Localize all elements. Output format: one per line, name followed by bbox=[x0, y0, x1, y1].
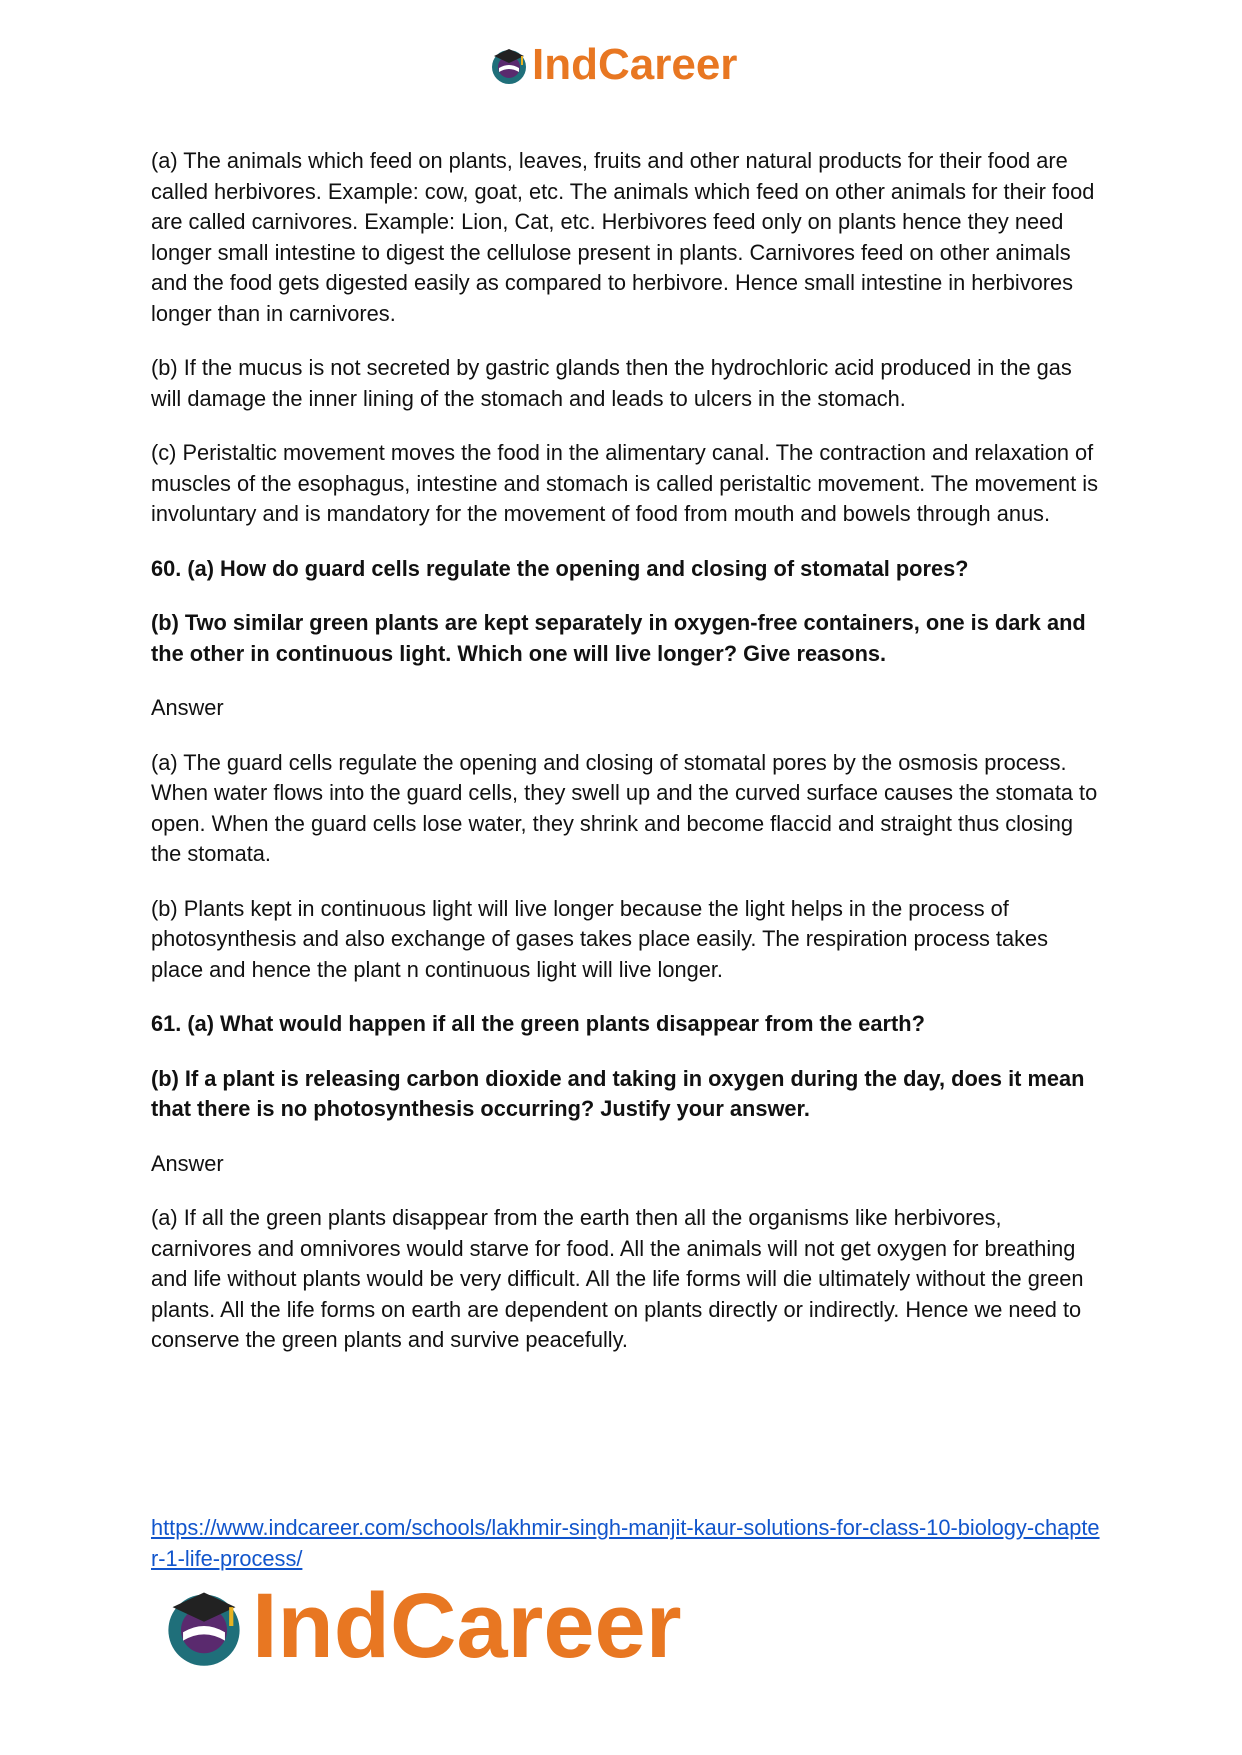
answer-paragraph: (b) Plants kept in continuous light will live longer because the light helps in the process of photosynthesis and also exchange of gases takes place easily. The respiration process takes place and hence the plant n continuous light will live longer. bbox=[151, 895, 1049, 982]
answer-paragraph: (b) If the mucus is not secreted by gastric glands then the hydrochloric acid produced in the gas will damage the inner lining of the stomach and leads to ulcers in the stomach. bbox=[151, 355, 1072, 411]
answer-paragraph: (a) The animals which feed on plants, leaves, fruits and other natural products for their food are called herbivores. Example: cow, goat, etc. The animals which feed on other animals for their food are called carnivores. Example: Lion, Cat, etc. Herbivores feed only on plants hence they need longer small intestine to digest the cellulose present in plants. Carnivores feed on other animals and the food gets digested easily as compared to herbivore. Hence small intestine in herbivores longer than in carnivores. bbox=[151, 148, 1095, 326]
answer-paragraph: (a) The guard cells regulate the opening and closing of stomatal pores by the osmosis process. When water flows into the guard cells, they swell up and the curved surface causes the stomata to open. When the guard cells lose water, they shrink and become flaccid and straight thus closing the stomata. bbox=[151, 749, 1098, 866]
graduation-cap-book-icon bbox=[160, 1582, 248, 1670]
footer-logo bbox=[160, 1574, 682, 1677]
logo-wordmark: IndCareer bbox=[532, 40, 738, 89]
answer-label: Answer bbox=[151, 1150, 224, 1176]
answer-paragraph: (a) If all the green plants disappear from the earth then all the organisms like herbivores, carnivores and omnivores would starve for food. All the animals will not get oxygen for breathing and life without plants would be very difficult. All the life forms will die ultimately without the green plants. All the life forms on earth are dependent on plants directly or indirectly. Hence we need to conserve the green plants and survive peacefully. bbox=[151, 1205, 1084, 1352]
header-logo bbox=[488, 40, 737, 90]
question-heading: (b) Two similar green plants are kept separately in oxygen-free containers, one is dark and the other in continuous light. Which one will live longer? Give reasons. bbox=[151, 610, 1086, 666]
graduation-cap-book-icon bbox=[488, 44, 530, 86]
document-body bbox=[151, 146, 1101, 1380]
logo-wordmark: IndCareer bbox=[252, 1574, 682, 1677]
question-heading: (b) If a plant is releasing carbon dioxide and taking in oxygen during the day, does it mean that there is no photosynthesis occurring? Justify your answer. bbox=[151, 1065, 1085, 1121]
source-link[interactable]: https://www.indcareer.com/schools/lakhmir-singh-manjit-kaur-solutions-for-class-10-biology-chapter-1-life-process/ bbox=[151, 1515, 1100, 1571]
question-heading: 61. (a) What would happen if all the green plants disappear from the earth? bbox=[151, 1011, 925, 1036]
question-heading: 60. (a) How do guard cells regulate the opening and closing of stomatal pores? bbox=[151, 555, 969, 581]
answer-paragraph: (c) Peristaltic movement moves the food in the alimentary canal. The contraction and relaxation of muscles of the esophagus, intestine and stomach is called peristaltic movement. The movement is involuntary and is mandatory for the movement of food from mouth and bowels through anus. bbox=[151, 440, 1099, 526]
answer-label: Answer bbox=[151, 695, 224, 720]
